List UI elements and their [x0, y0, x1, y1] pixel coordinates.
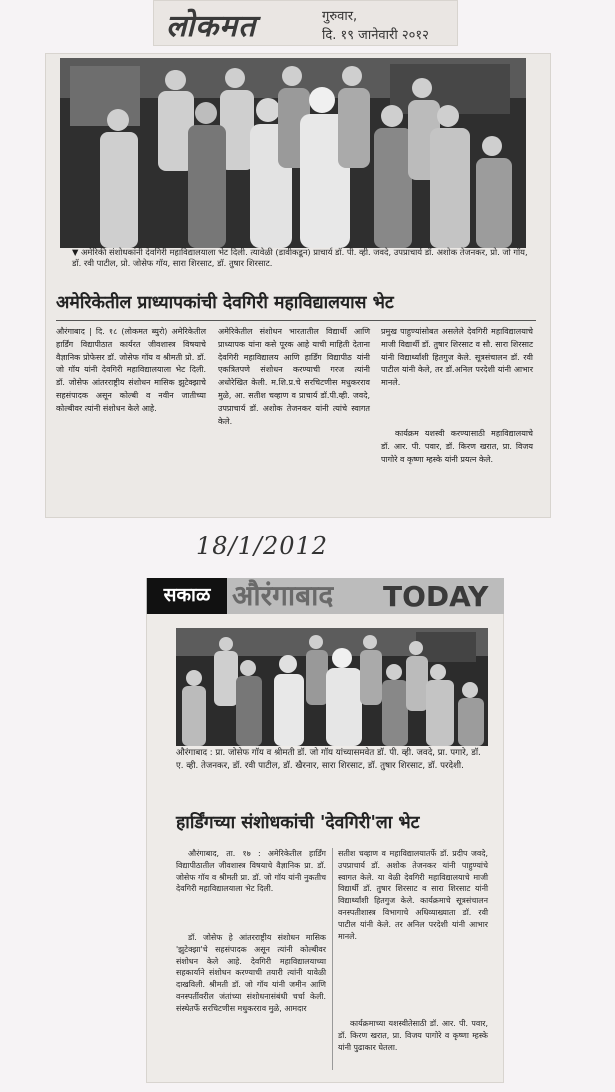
- lokmat-column-3a: प्रमुख पाहुण्यांसोबत असलेले देवगिरी महाविद्यालयाचे माजी विद्यार्थी डॉ. तुषार शिरसाट व सौ. सारा शिरसाट यांनी विद्यार्थ्यांशी हितगुज केले. सूत्रसंचालन डॉ. रवी पाटील यांनी केले, तर डॉ.अनिल परदेशी यांनी आभार मानले.: [381, 327, 533, 388]
- sakal-today: TODAY: [383, 580, 489, 613]
- lokmat-column-1: औरंगाबाद | दि. १८ (लोकमत ब्युरो) अमेरिकेतील हार्डिंग विद्यापीठात कार्यरत जीवशास्त्र विषयाचे वैज्ञानिक प्रोफेसर डॉ. जोसेफ गॉय व श्रीमती प्रो. डॉ. जो गॉय यांनी देवगिरी महाविद्यालयाला भेट दिली. डॉ. जोसेफ आंतरराष्ट्रीय संशोधन मासिक झुटेक्झाचे सहसंपादक असून कोल्बी व नवीन जातीच्या कोल्बीवर त्यांनी संशोधन केले आहे.: [56, 327, 206, 413]
- sakal-photo-caption: औरंगाबाद : प्रा. जोसेफ गॉय व श्रीमती डॉ. जो गॉय यांच्यासमवेत डॉ. पी. व्ही. जवदे, प्रा. पगारे, डॉ. ए. व्ही. तेजनकर, डॉ. रवी पाटील, डॉ. खैरनार, सारा शिरसाट, डॉ. तुषार शिरसाट, डॉ. परदेशी.: [176, 748, 481, 771]
- sakal-column-2b: कार्यक्रमाच्या यशस्वीतेसाठी डॉ. आर. पी. पवार, डॉ. किरण खरात, प्रा. विजय पागोरे व कृष्णा म्हस्के यांनी पुढाकार घेतला.: [338, 1019, 488, 1052]
- lokmat-day: गुरुवार,: [322, 9, 358, 24]
- sakal-column-divider: [332, 848, 333, 1070]
- sakal-city: औरंगाबाद: [232, 579, 334, 612]
- sakal-column-1a: औरंगाबाद, ता. १७ : अमेरिकेतील हार्डिंग विद्यापीठातील जीवशास्त्र विषयाचे वैज्ञानिक प्रा. डॉ. जोसेफ गॉय व श्रीमती प्रा. डॉ. जो गॉय यांनी नुकतीच देवगिरी महाविद्यालयाला भेट दिली.: [176, 849, 326, 894]
- lokmat-masthead: लोकमत: [166, 9, 257, 44]
- lokmat-headline: अमेरिकेतील प्राध्यापकांची देवगिरी महाविद्यालयास भेट: [56, 293, 394, 313]
- lokmat-group-photo: [60, 58, 526, 248]
- sakal-column-1b: डॉ. जोसेफ हे आंतरराष्ट्रीय संशोधन मासिक 'झुटेक्झा'चे सहसंपादक असून त्यांनी कोल्बीवर संशोधन केले आहे. देवगिरी महाविद्यालयाच्या सहकार्याने संशोधन करण्याची तयारी त्यांनी यावेळी दाखविली. श्रीमती डॉ. जो गॉय यांनी जमीन आणि वनस्पतींवरील जंतांच्या संशोधनासंबंधी चर्चा केली. संस्थेतर्फे सरचिटणीस मधुकरराव मुळे, आमदार: [176, 933, 326, 1013]
- lokmat-rule: [56, 320, 536, 321]
- lokmat-column-2: अमेरिकेतील संशोधन भारतातील विद्यार्थी आणि प्राध्यापक यांना कसे पूरक आहे याची माहिती देताना देवगिरी महाविद्यालय आणि हार्डिंग विद्यापीठ यांनी एकत्रितपणे संशोधन करण्याची गरज त्यांनी अधोरेखित केली. म.शि.प्र.चे सरचिटणीस मधुकरराव मुळे, आ. सतीश चव्हाण व प्राचार्य डॉ.पी.व्ही. जवदे, उपप्राचार्य डॉ. अशोक तेजनकर यांनी त्यांचे स्वागत केले.: [218, 327, 370, 426]
- handwritten-date: 18/1/2012: [196, 532, 329, 560]
- lokmat-date: दि. १९ जानेवारी २०१२: [322, 28, 429, 43]
- lokmat-column-3b: कार्यक्रम यशस्वी करण्यासाठी महाविद्यालयाचे डॉ. आर. पी. पवार, डॉ. किरण खरात, प्रा. विजय पागोरे व कृष्णा म्हस्के यांनी प्रयत्न केले.: [381, 429, 533, 464]
- sakal-brand: सकाळ: [147, 578, 227, 614]
- sakal-column-2a: सतीश चव्हाण व महाविद्यालयातर्फे डॉ. प्रदीप जवदे, उपप्राचार्य डॉ. अशोक तेजनकर यांनी पाहुण्यांचे स्वागत केले. या वेळी देवगिरी महाविद्यालयाचे माजी विद्यार्थी डॉ. तुषार शिरसाट व सारा शिरसाट यांनी विद्यार्थ्यांशी हितगुज केले. कार्यक्रमाचे सूत्रसंचालन वनस्पतीशास्त्र विभागाचे अधिव्याख्याता डॉ. रवी पाटील यांनी केले. तर अनिल परदेशी यांनी आभार मानले.: [338, 849, 488, 941]
- lokmat-photo-caption: ▼ अमेरिकी संशोधकांनी देवगिरी महाविद्यालयाला भेट दिली. त्यावेळी (डावीकडून) प्राचार्य डॉ. पी. व्ही. जवदे, उपप्राचार्य डॉ. अशोक तेजनकर, प्रो. जो गॉय, डॉ. रवी पाटील, प्रो. जोसेफ गॉय, सारा शिरसाट, डॉ. तुषार शिरसाट.: [72, 247, 528, 268]
- sakal-headline: हार्डिंगच्या संशोधकांची 'देवगिरी'ला भेट: [176, 813, 420, 833]
- sakal-group-photo: [176, 628, 488, 746]
